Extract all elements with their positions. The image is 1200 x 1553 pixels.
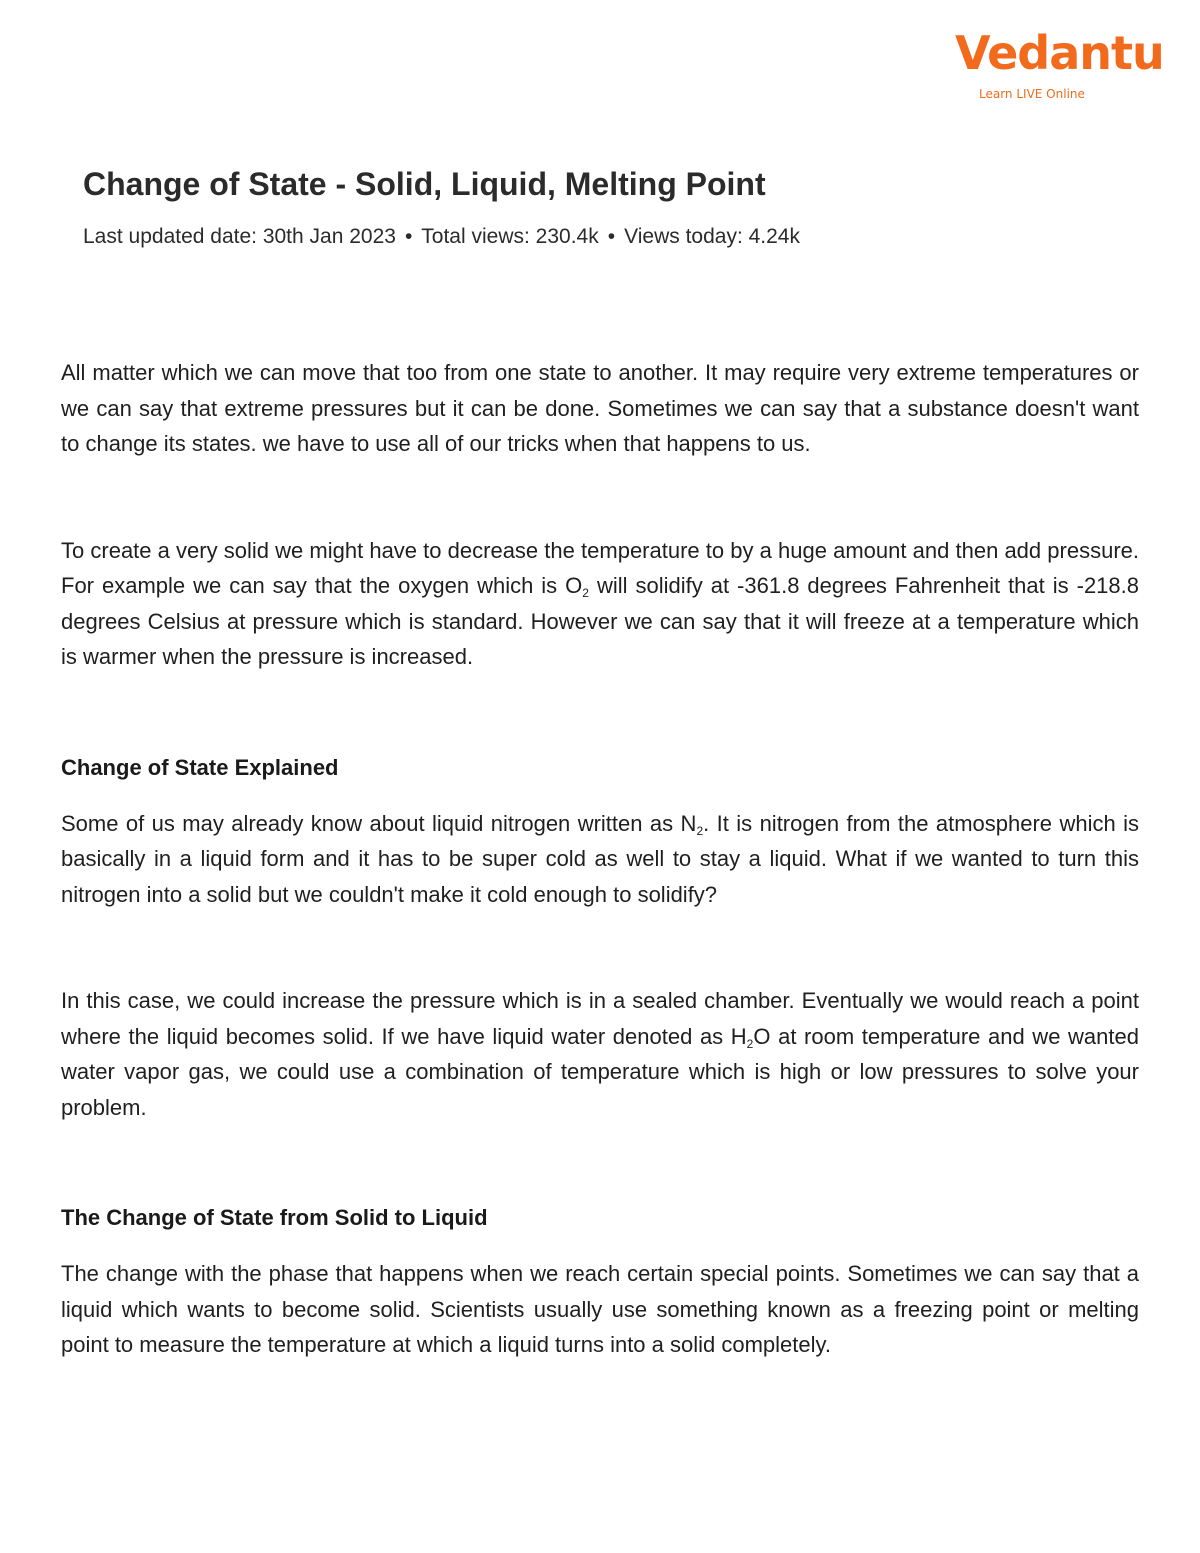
paragraph-melting-point: The change with the phase that happens when we reach certain special points. Sometimes we can say that a liquid which wants to become solid. Scientists usually use something known as a freezing point or melting point to measure the temperature at which a liquid turns into a solid completely. [61,1261,1139,1357]
section-heading-change-of-state-explained: Change of State Explained [61,754,339,780]
paragraph-intro: All matter which we can move that too from one state to another. It may require very extreme temperatures or we can say that extreme pressures but it can be done. Sometimes we can say that a substance doesn't want to change its states. we have to use all of our tricks when that happens to us. [61,360,1139,456]
meta-separator: • [607,225,616,248]
logo-wordmark: Vedantu [955,26,1164,80]
logo-tagline: Learn LIVE Online [979,87,1085,101]
paragraph-nitrogen: Some of us may already know about liquid nitrogen written as $N_2$. It is nitrogen from the atmosphere which is basically in a liquid form and it has to be super cold as well to stay a liquid. What if we wanted to turn this nitrogen into a solid but we couldn't make it cold enough to solidify? [61,810,1139,907]
page-title: Change of State - Solid, Liquid, Melting Point [83,166,766,202]
meta-separator: • [404,225,413,248]
vedantu-logo[interactable] [955,26,1164,110]
total-views: Total views: 230.4k [421,225,599,248]
article-body [61,355,1139,1363]
article-meta [83,225,800,249]
last-updated-date: Last updated date: 30th Jan 2023 [83,225,396,248]
section-heading-solid-to-liquid: The Change of State from Solid to Liquid [61,1205,488,1230]
paragraph-pressure: In this case, we could increase the pressure which is in a sealed chamber. Eventually we would reach a point where the liquid becomes solid. If we have liquid water denoted as $H_2O$ at room temperature and we wanted water vapor gas, we could use a combination of temperature which is high or low pressures to solve your problem. [61,988,1139,1120]
paragraph-oxygen: To create a very solid we might have to decrease the temperature to by a huge amount and then add pressure. For example we can say that the oxygen which is $O_2$ will solidify at -361.8 degrees Fahrenheit that is -218.8 degrees Celsius at pressure which is standard. However we can say that it will freeze at a temperature which is warmer when the pressure is increased. [61,537,1140,669]
views-today: Views today: 4.24k [624,225,800,248]
